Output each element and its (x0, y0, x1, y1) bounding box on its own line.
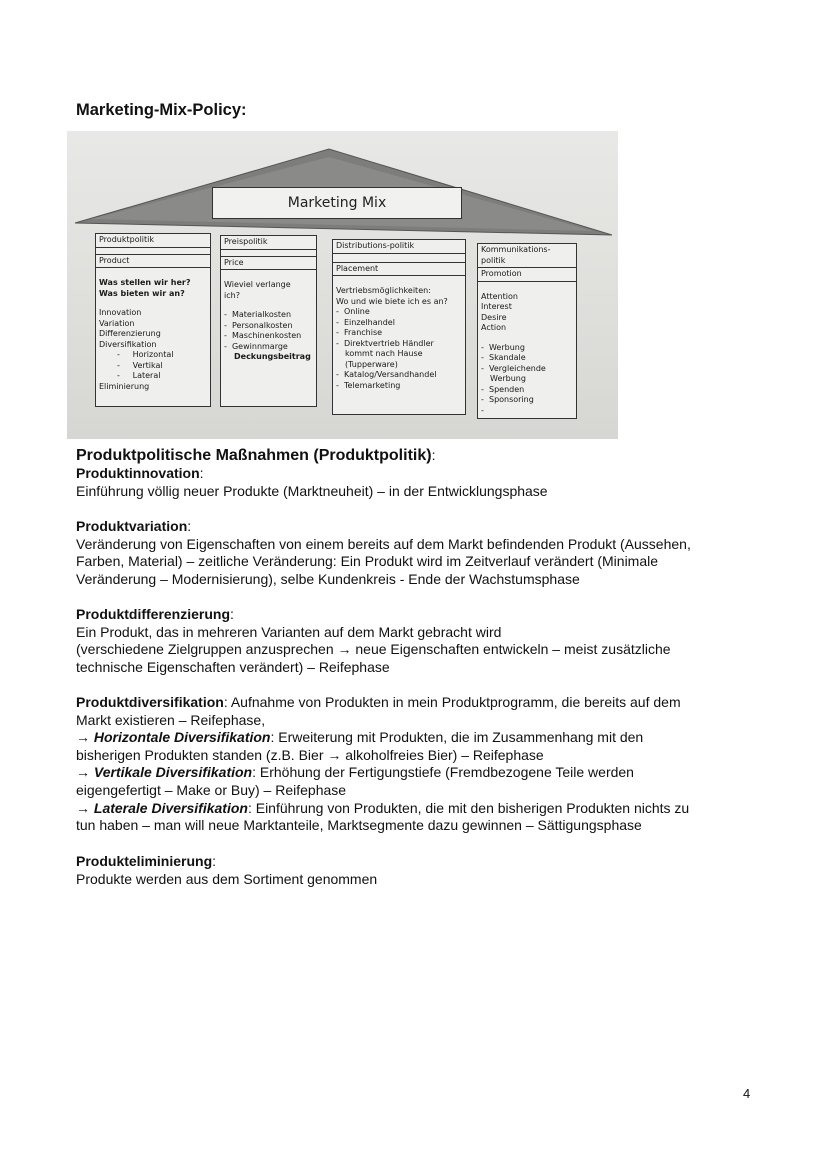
question-line: Action (481, 323, 507, 332)
term-heading: Produkteliminierung (76, 853, 213, 869)
question-line: Desire (481, 312, 507, 322)
lateral-line: → Laterale Diversifikation: Einführung von Produkten, die mit den bisherigen Produkten nichts zu (76, 799, 690, 816)
list-item: (Tupperware) (345, 359, 398, 369)
paragraph: Produkte werden aus dem Sortiment genommen (76, 870, 378, 887)
list-item: - Direktvertrieb Händler (336, 338, 434, 348)
paragraph-line: Markt existieren – Reifephase, (76, 711, 266, 728)
page-title: Marketing-Mix-Policy: (76, 101, 247, 119)
arrow-icon: → (76, 799, 90, 816)
list-item: - Spenden (481, 384, 525, 394)
list-item: - Katalog/Versandhandel (336, 370, 437, 379)
column-produktpolitik (95, 233, 211, 407)
list-item: Innovation (99, 308, 142, 317)
paragraph-line: bisherigen Produkten standen (z.B. Bier → alkoholfreies Bier) – Reifephase (76, 746, 544, 763)
question-line: Vertriebsmöglichkeiten: (336, 286, 431, 295)
column-question (96, 268, 210, 299)
section-heading-text: Produktpolitische Maßnahmen (Produktpolitik) (76, 447, 432, 464)
column-question (333, 276, 465, 307)
list-item: kommt nach Hause (345, 349, 423, 358)
column-kommunikationspolitik (477, 243, 577, 419)
horizontal-term: Horizontale Diversifikation (93, 729, 271, 746)
question-line: Was stellen wir her? (99, 278, 191, 287)
column-title: Preispolitik (221, 236, 316, 250)
column-preispolitik (220, 235, 317, 407)
list-item: - Werbung (481, 342, 525, 352)
sub-item: - Lateral (117, 371, 161, 380)
marketing-mix-photo (67, 131, 618, 439)
title-line: Kommunikations- (481, 245, 551, 254)
variation-block: Produktvariation: Veränderung von Eigenschaften von einem bereits auf dem Markt befindenden Produkt (Aussehen, Farben, Material) – zeitliche Veränderung: Ein Produkt wird im Zeitverlauf verändert (Minimale Veränderung – Modernisierung), selbe Kundenkreis - Ende der Wachstumsphase (76, 518, 766, 588)
column-title: Distributions-politik (333, 240, 465, 254)
list-item: Werbung (490, 374, 526, 383)
vertical-term: Vertikale Diversifikation (93, 764, 253, 781)
arrow-icon: → (76, 729, 90, 746)
list-item: Deckungsbeitrag (234, 352, 311, 361)
section-heading: Produktpolitische Maßnahmen (Produktpolitik): (76, 447, 436, 464)
question-line: Was bieten wir an? (99, 288, 185, 298)
column-title (478, 244, 576, 268)
paragraph-line: Veränderung von Eigenschaften von einem bereits auf dem Markt befindenden Produkt (Aussehen, (76, 535, 691, 552)
question-line: Wo und wie biete ich es an? (336, 296, 448, 306)
title-line: politik (481, 255, 506, 265)
column-items (478, 343, 576, 417)
list-item: - Telemarketing (336, 380, 401, 390)
column-title: Produktpolitik (96, 234, 210, 248)
list-item: Eliminierung (99, 381, 150, 391)
term-heading: Produktinnovation (76, 465, 200, 481)
arrow-icon: → (76, 764, 90, 781)
column-english: Price (221, 256, 316, 271)
list-item: - Online (336, 307, 370, 316)
paragraph-line: eigengefertigt – Make or Buy) – Reifephase (76, 781, 347, 798)
sub-item: - Horizontal (117, 350, 174, 359)
lateral-term: Laterale Diversifikation (93, 799, 248, 816)
sub-item: - Vertikal (117, 360, 163, 370)
paragraph: Einführung völlig neuer Produkte (Marktneuheit) – in der Entwicklungsphase (76, 482, 548, 499)
eliminierung-block: Produkteliminierung: Produkte werden aus dem Sortiment genommen (76, 853, 766, 888)
diversifikation-block: Produktdiversifikation: Aufnahme von Produkten in mein Produktprogramm, die bereits auf dem Markt existieren – Reifephase, → Horizontale Diversifikation: Erweiterung mit Produkten, die im Zusammenhang mit den bisherigen Produkten standen (z.B. Bier → alkoholfreies Bier) – Reifephase → Vertikale Diversifikation: Erhöhung der Fertigungstiefe (Fremdbezogene Teile werden eigengefertigt – Make or Buy) – Reifephase → Laterale Diversifikation: Einführung von Produkten, die mit den bisherigen Produkten nichts zu tun haben – man will neue Marktanteile, Marktsegmente dazu gewinnen – Sättigungsphase (76, 694, 766, 835)
question-line: Wieviel verlange (224, 280, 291, 289)
paragraph-line: tun haben – man will neue Marktanteile, Marktsegmente dazu gewinnen – Sättigungsphase (76, 817, 642, 834)
marketing-mix-header: Marketing Mix (212, 187, 462, 219)
column-english: Promotion (478, 268, 576, 282)
list-item: Variation (99, 318, 135, 328)
list-item: - Sponsoring (481, 395, 534, 404)
vertical-line: → Vertikale Diversifikation: Erhöhung der Fertigungstiefe (Fremdbezogene Teile werden (76, 764, 634, 781)
paragraph-line: Ein Produkt, das in mehreren Varianten auf dem Markt gebracht wird (76, 623, 502, 640)
column-english: Product (96, 254, 210, 269)
column-english: Placement (333, 262, 465, 277)
question-line: ich? (224, 290, 240, 300)
column-items (96, 308, 210, 392)
list-item: - Franchise (336, 328, 383, 337)
list-item: - Vergleichende (481, 363, 546, 373)
paragraph-line: technische Eigenschaften verändert) – Reifephase (76, 658, 390, 675)
page-number: 4 (743, 1086, 751, 1101)
question-line: Attention (481, 291, 518, 301)
paragraph-line: Veränderung – Modernisierung), selbe Kundenkreis - Ende der Wachstumsphase (76, 570, 580, 587)
differenzierung-block: Produktdifferenzierung: Ein Produkt, das in mehreren Varianten auf dem Markt gebracht wird (verschiedene Zielgruppen anzusprechen → neue Eigenschaften entwickeln – meist zusätzliche technische Eigenschaften verändert) – Reifephase (76, 606, 766, 676)
horizontal-line: → Horizontale Diversifikation: Erweiterung mit Produkten, die im Zusammenhang mit den (76, 729, 644, 746)
column-items (333, 307, 465, 391)
list-item: - Materialkosten (224, 310, 292, 319)
paragraph-line: (verschiedene Zielgruppen anzusprechen → neue Eigenschaften entwickeln – meist zusätzliche (76, 641, 671, 658)
list-item: Diversifikation (99, 339, 157, 349)
term-heading: Produktdifferenzierung (76, 606, 231, 622)
list-item: - Skandale (481, 353, 526, 362)
list-item: - Einzelhandel (336, 317, 395, 327)
list-item: Differenzierung (99, 329, 161, 338)
term-heading: Produktvariation (76, 518, 188, 534)
list-item: - Gewinnmarge (224, 341, 288, 351)
term-heading: Produktdiversifikation (76, 694, 224, 710)
list-item: - (481, 405, 484, 415)
list-item: - Personalkosten (224, 320, 293, 330)
list-item: - Maschinenkosten (224, 331, 302, 340)
column-question (221, 270, 316, 301)
paragraph-line: Farben, Material) – zeitliche Veränderung: Ein Produkt wird im Zeitverlauf verändert (Minimale (76, 553, 659, 570)
column-question (478, 282, 576, 334)
innovation-block: Produktinnovation: Einführung völlig neuer Produkte (Marktneuheit) – in der Entwicklungsphase (76, 465, 766, 500)
question-line: Interest (481, 302, 512, 311)
column-items (221, 310, 316, 363)
column-distributionspolitik (332, 239, 466, 415)
